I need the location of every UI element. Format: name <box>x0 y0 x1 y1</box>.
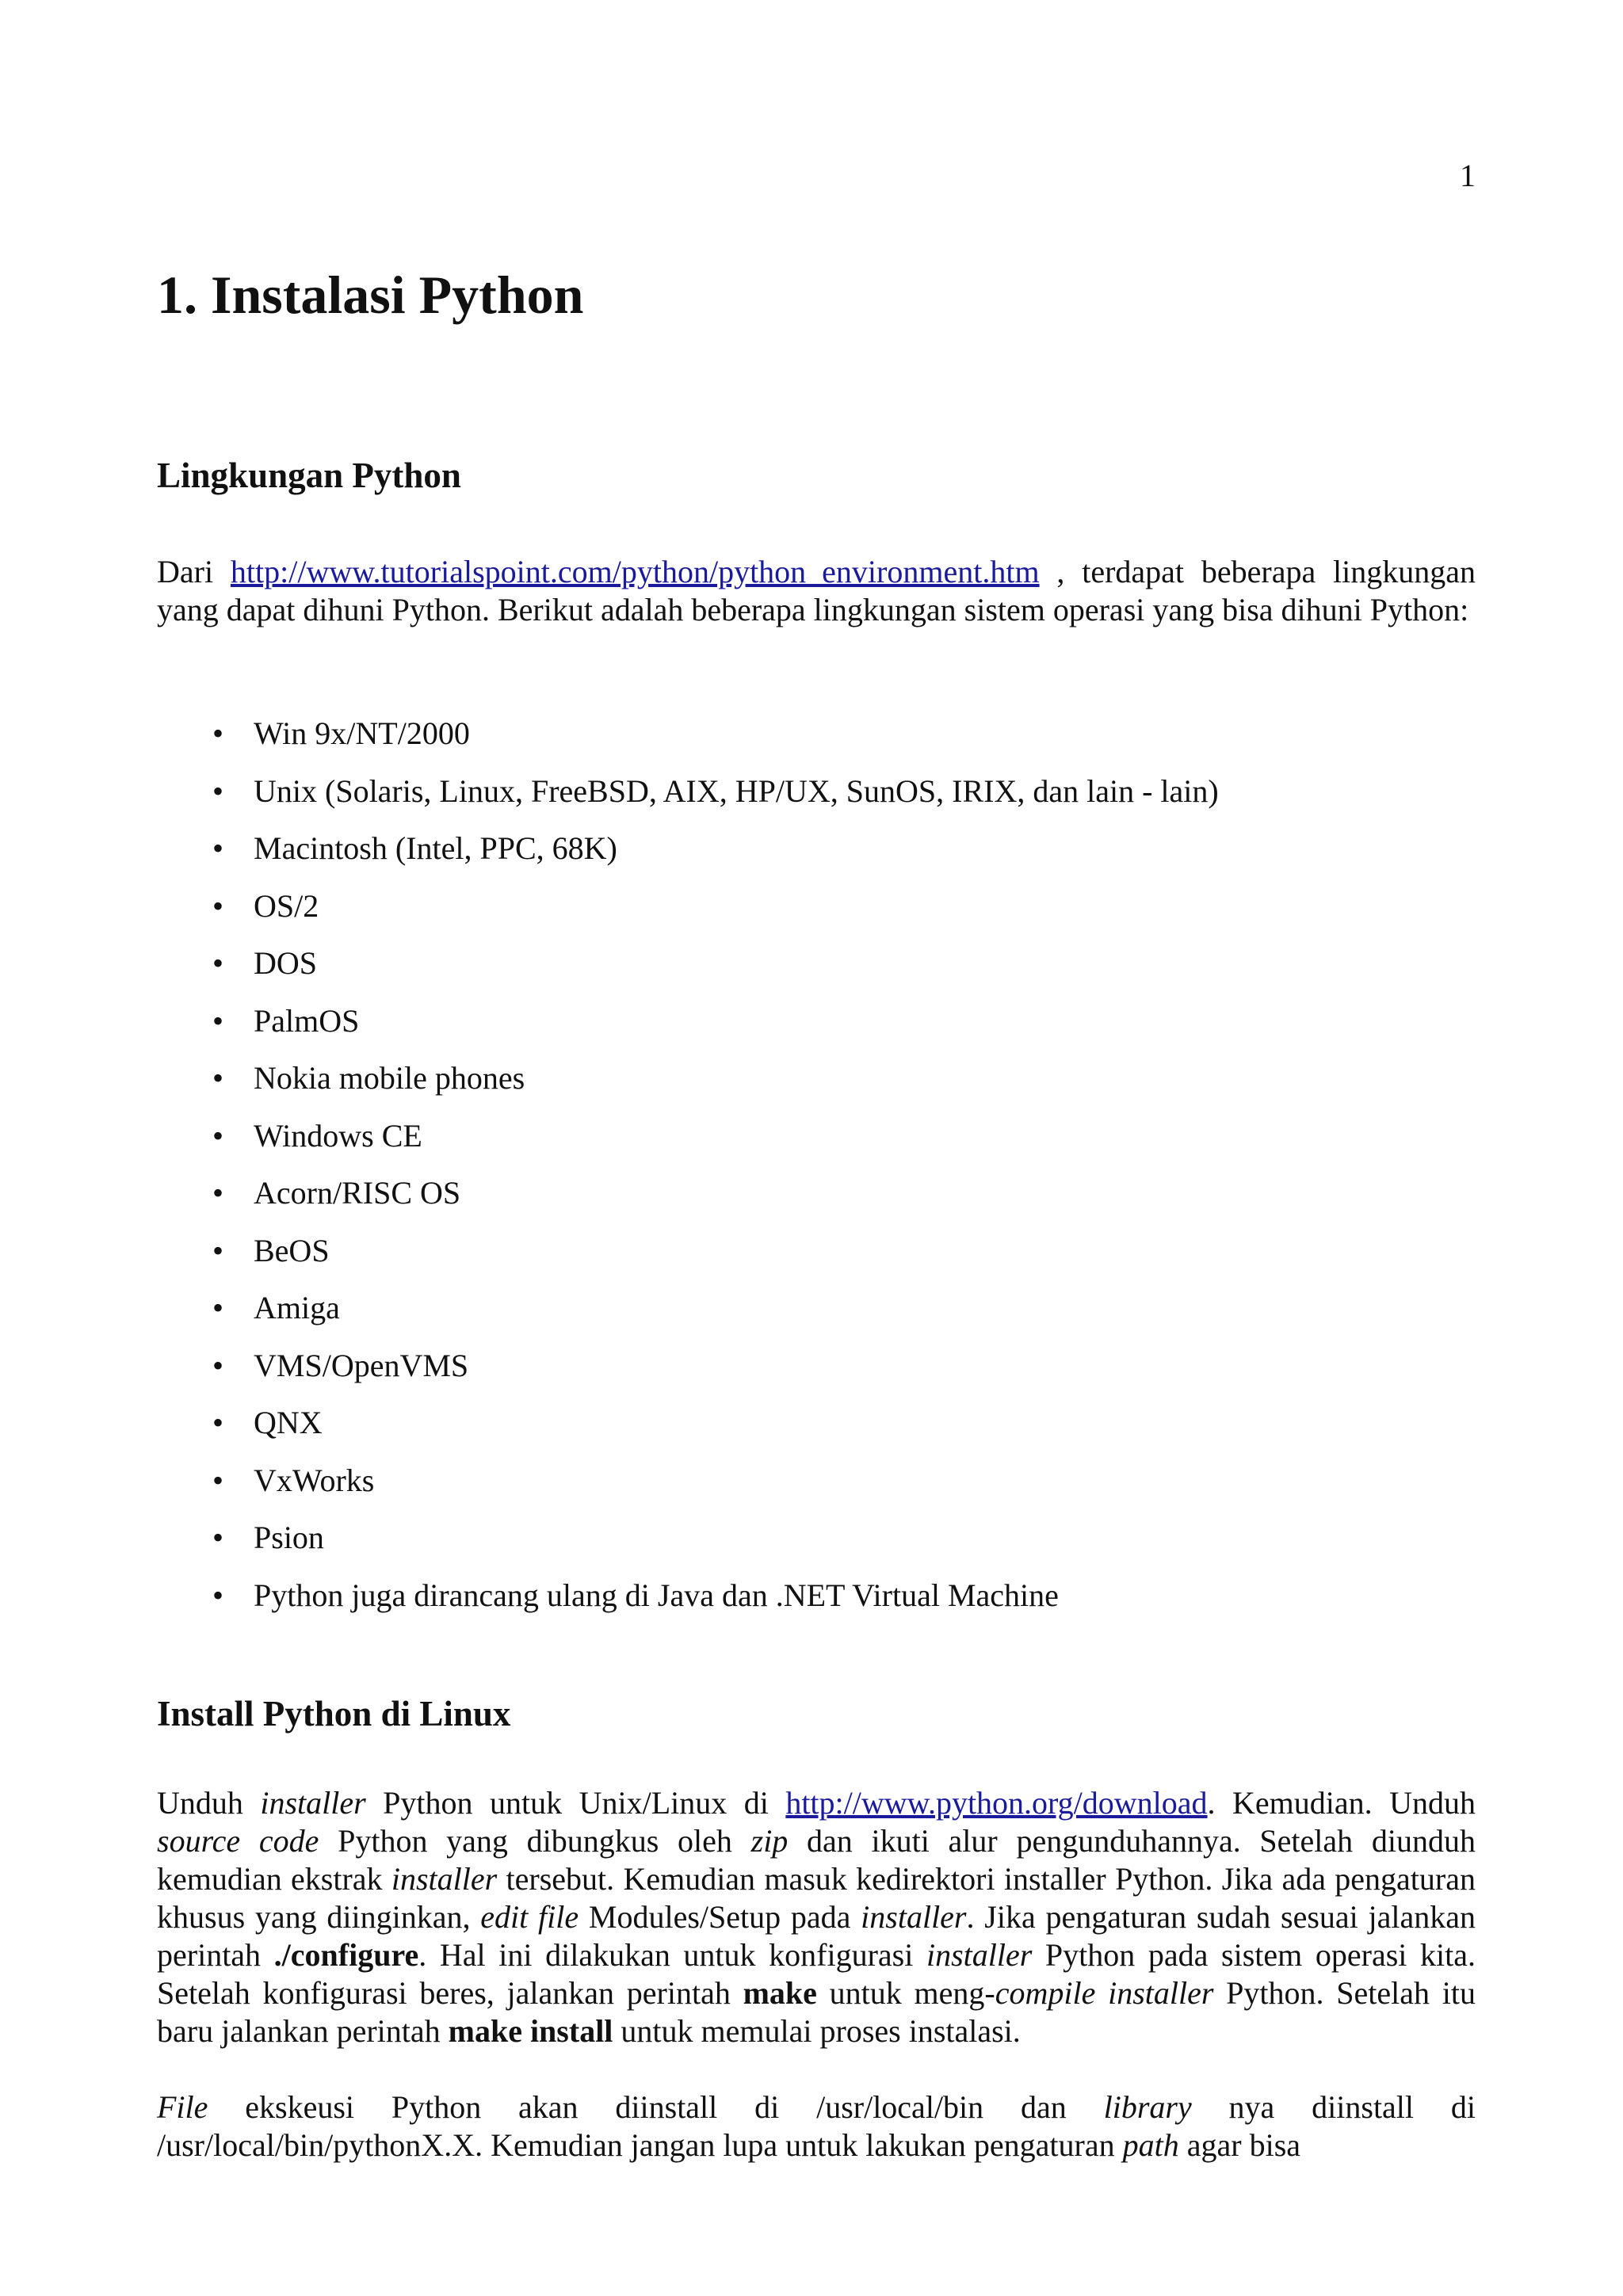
list-item: • VxWorks <box>157 1452 1219 1510</box>
list-item: • Win 9x/NT/2000 <box>157 705 1219 763</box>
tutorialspoint-link[interactable]: http://www.tutorialspoint.com/python/python_environment.htm <box>230 554 1040 589</box>
bullet-icon: • <box>212 715 224 751</box>
list-item: • Nokia mobile phones <box>157 1050 1219 1108</box>
list-item: • DOS <box>157 935 1219 993</box>
path-paragraph: File ekskeusi Python akan diinstall di /usr/local/bin dan library nya diinstall di /usr/local/bin/pythonX.X. Kemudian jangan lupa untuk lakukan pengaturan path agar bisa <box>157 2089 1476 2163</box>
chapter-title: 1. Instalasi Python <box>157 265 584 325</box>
list-item: • QNX <box>157 1394 1219 1452</box>
bullet-icon: • <box>212 1520 224 1555</box>
section-heading-install-linux: Install Python di Linux <box>157 1694 511 1733</box>
bullet-icon: • <box>212 1290 224 1325</box>
bullet-icon: • <box>212 830 224 866</box>
install-paragraph: Unduh installer Python untuk Unix/Linux di http://www.python.org/download. Kemudian. Unduh source code Python yang dibungkus oleh zip dan ikuti alur pengunduhannya. Setelah diunduh kemudian ekstrak installer tersebut. Kemudian masuk kedirektori installer Python. Jika ada pengaturan khusus yang diinginkan, edit file Modules/Setup pada installer. Jika pengaturan sudah sesuai jalankan perintah ./configure. Hal ini dilakukan untuk konfigurasi installer Python pada sistem operasi kita. Setelah konfigurasi beres, jalankan perintah make untuk meng-compile installer Python. Setelah itu baru jalankan perintah make install untuk memulai proses instalasi. <box>157 1785 1476 2049</box>
bullet-icon: • <box>212 1405 224 1440</box>
list-item: • OS/2 <box>157 878 1219 936</box>
configure-command: ./configure <box>273 1937 419 1973</box>
list-item: • Psion <box>157 1509 1219 1567</box>
bullet-icon: • <box>212 1060 224 1096</box>
make-command: make <box>743 1975 817 2011</box>
list-item: • Amiga <box>157 1280 1219 1337</box>
bullet-icon: • <box>212 1117 224 1154</box>
list-item: • Windows CE <box>157 1108 1219 1165</box>
intro-suffix: , terdapat beberapa lingkungan yang dapat dihuni Python. Berikut adalah beberapa lingkungan sistem operasi yang bisa dihuni Python: <box>157 554 1476 627</box>
bullet-icon: • <box>212 1347 224 1383</box>
bullet-icon: • <box>212 1577 224 1613</box>
bullet-icon: • <box>212 1175 224 1211</box>
list-item: • Unix (Solaris, Linux, FreeBSD, AIX, HP/UX, SunOS, IRIX, dan lain - lain) <box>157 763 1219 821</box>
bullet-icon: • <box>212 945 224 981</box>
page-number: 1 <box>1460 158 1476 193</box>
bullet-icon: • <box>212 1002 224 1039</box>
section-heading-lingkungan: Lingkungan Python <box>157 456 461 495</box>
document-page <box>157 0 1476 2296</box>
list-item: • BeOS <box>157 1222 1219 1280</box>
list-item: • VMS/OpenVMS <box>157 1337 1219 1395</box>
bullet-icon: • <box>212 1462 224 1498</box>
list-item: • Macintosh (Intel, PPC, 68K) <box>157 820 1219 878</box>
bullet-icon: • <box>212 1232 224 1268</box>
list-item: • Acorn/RISC OS <box>157 1165 1219 1222</box>
list-item: • Python juga dirancang ulang di Java dan .NET Virtual Machine <box>157 1567 1219 1625</box>
make-install-command: make install <box>448 2013 613 2049</box>
environment-list <box>157 705 1219 1624</box>
intro-paragraph <box>157 553 1476 629</box>
bullet-icon: • <box>212 887 224 924</box>
bullet-icon: • <box>212 772 224 809</box>
intro-prefix: Dari <box>157 554 231 589</box>
list-item: • PalmOS <box>157 993 1219 1051</box>
python-download-link[interactable]: http://www.python.org/download <box>785 1785 1208 1821</box>
